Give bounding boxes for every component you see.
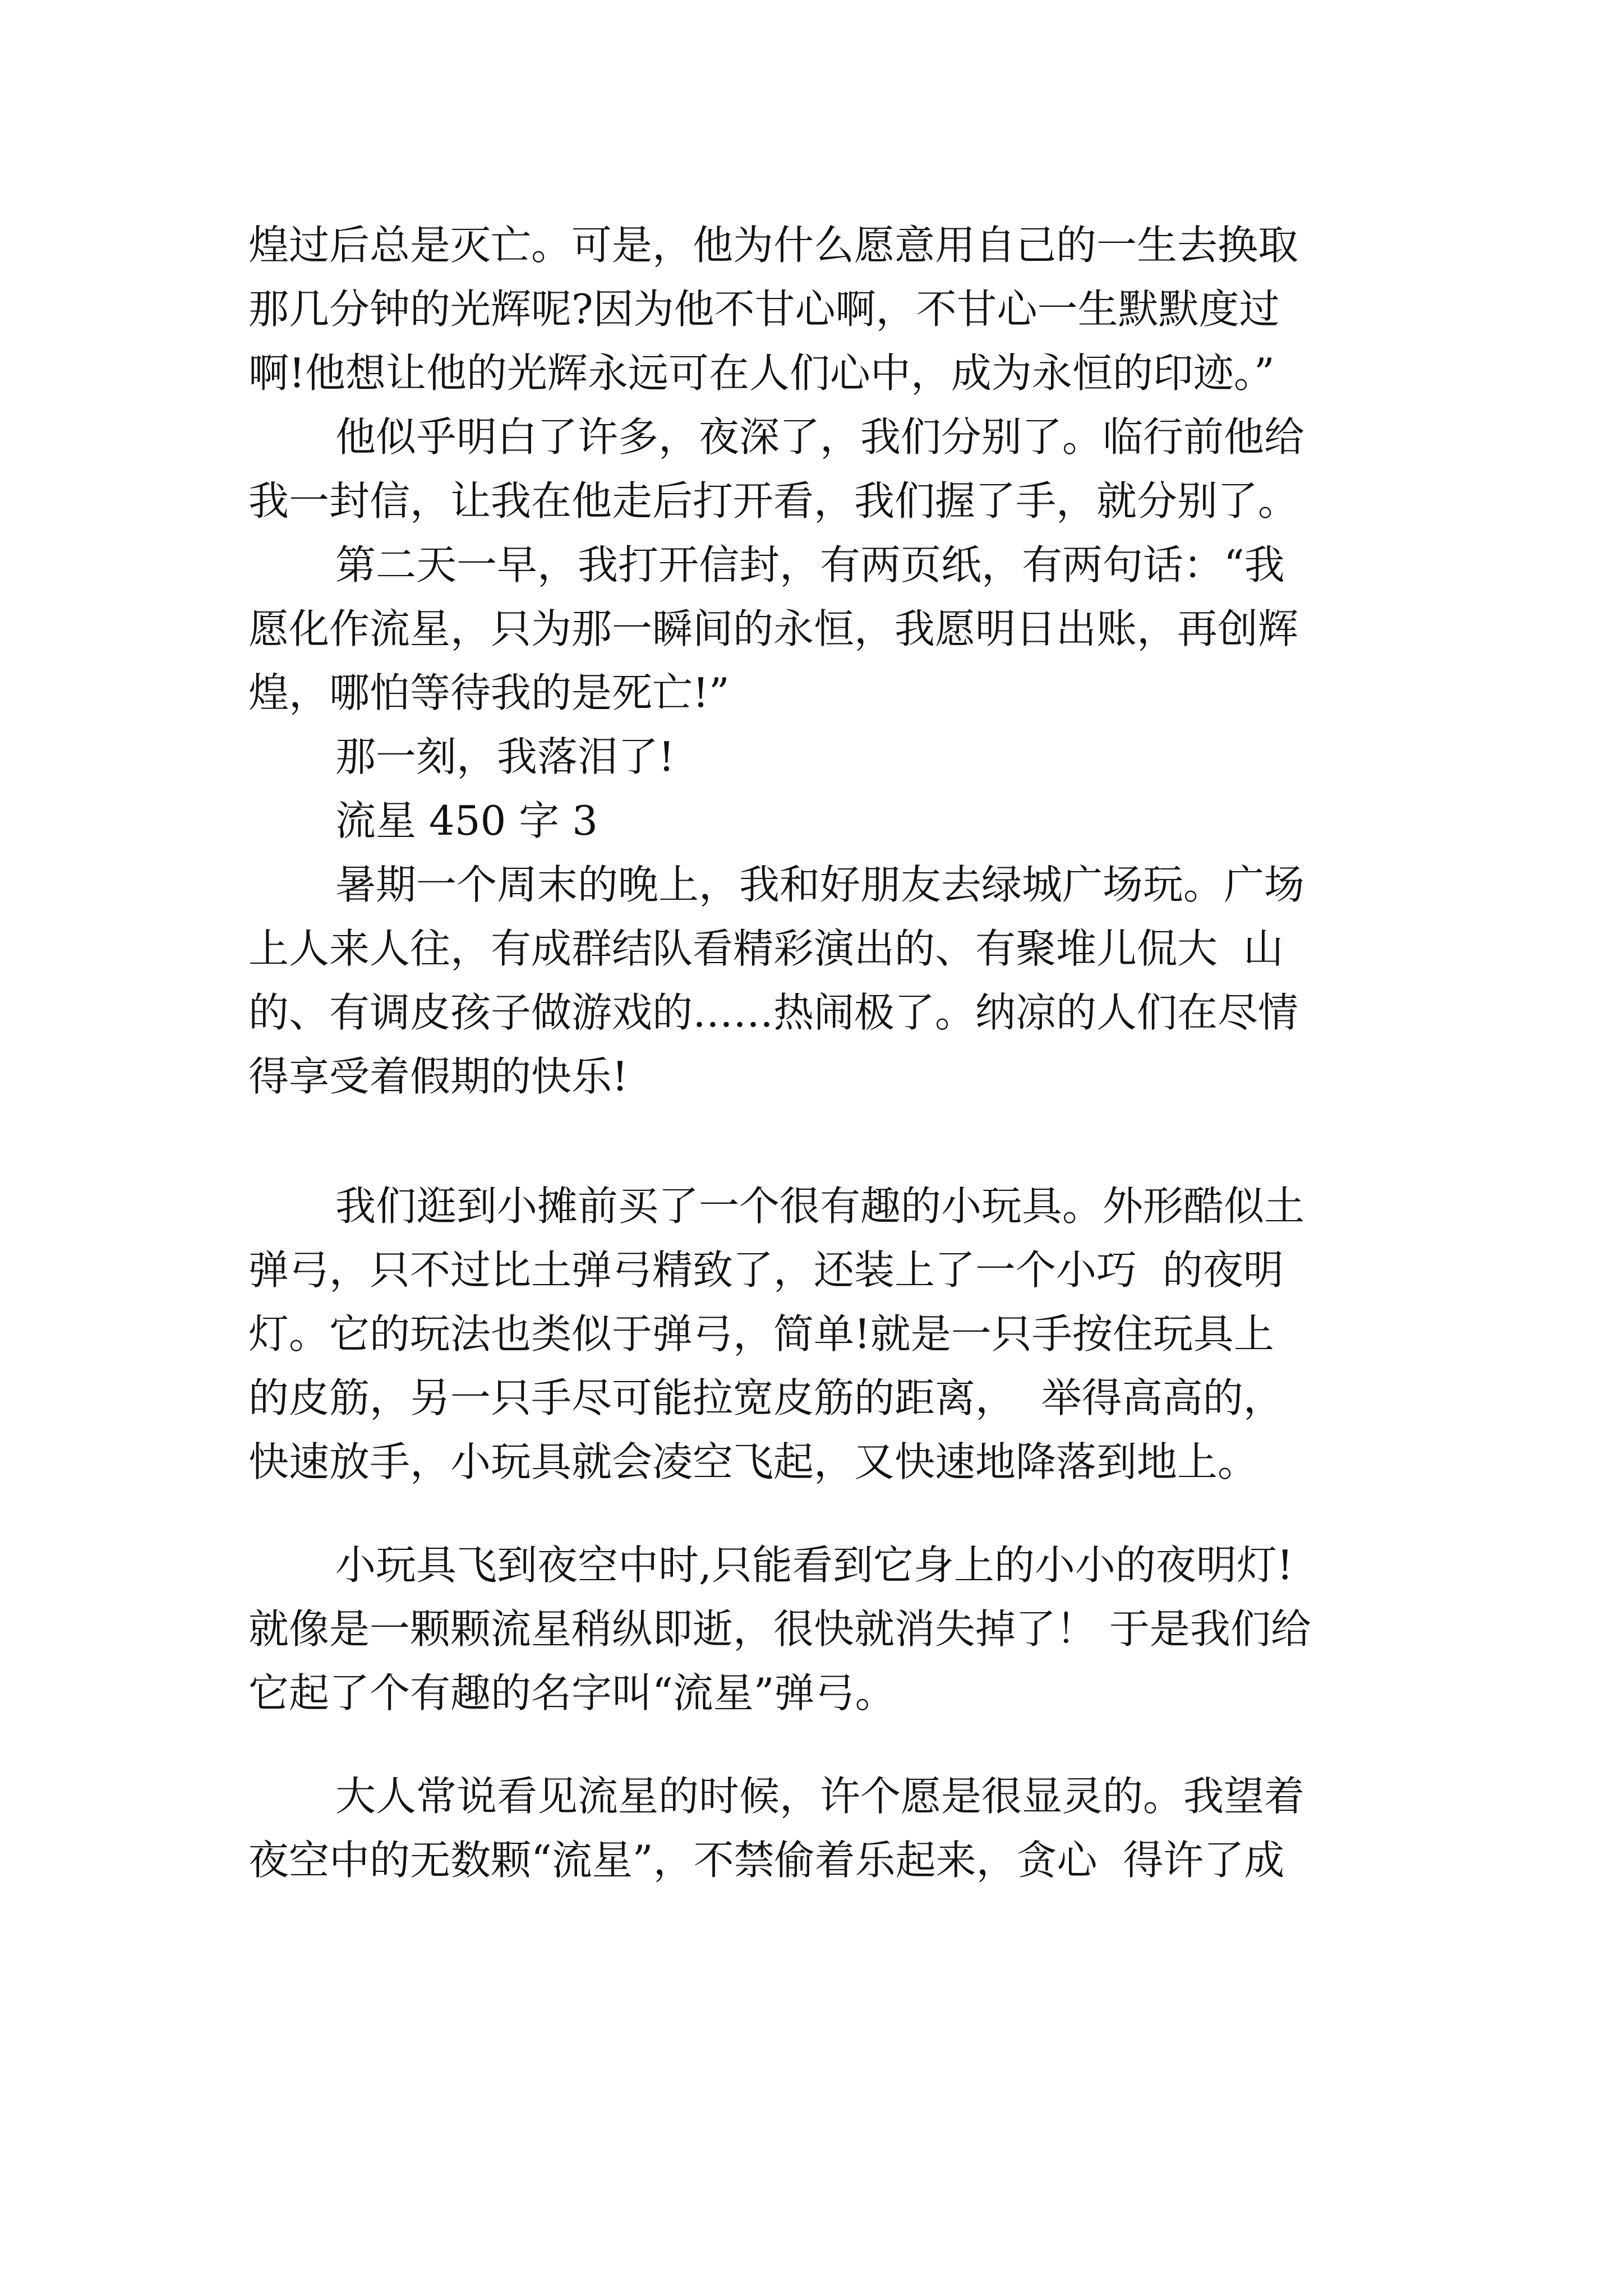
text-line: 得享受着假期的快乐! [248,1053,628,1100]
text-line: 第二天一早，我打开信封，有两页纸，有两句话：“我 [335,541,1285,588]
text-line: 暑期一个周末的晚上，我和好朋友去绿城广场玩。广场 [335,861,1305,908]
text-line: 的、有调皮孩子做游戏的……热闹极了。纳凉的人们在尽情 [248,989,1299,1036]
text-line: 大人常说看见流星的时候，许个愿是很显灵的。我望着 [335,1773,1305,1820]
text-line: 快速放手，小玩具就会凌空飞起，又快速地降落到地上。 [248,1438,1258,1485]
text-line: 灯。它的玩法也类似于弹弓，简单!就是一只手按住玩具上 [248,1310,1274,1358]
text-line: 愿化作流星，只为那一瞬间的永恒，我愿明日出账，再创辉 [248,605,1299,652]
text-line: 小玩具飞到夜空中时,只能看到它身上的小小的夜明灯! [335,1542,1293,1589]
text-line: 我一封信，让我在他走后打开看，我们握了手，就分别了。 [248,477,1299,524]
text-line: 那一刻，我落泪了! [335,733,675,780]
text-line: 弹弓，只不过比土弹弓精致了，还装上了一个小巧 的夜明 [248,1246,1284,1294]
text-line: 它起了个有趣的名字叫“流星”弹弓。 [248,1669,896,1717]
text-line: 就像是一颗颗流星稍纵即逝，很快就消失掉了！ 于是我们给 [248,1605,1311,1653]
text-line: 那几分钟的光辉呢?因为他不甘心啊，不甘心一生默默度过 [248,286,1280,333]
text-line: 啊!他想让他的光辉永远可在人们心中，成为永恒的印迹。” [248,349,1275,397]
text-line: 我们逛到小摊前买了一个很有趣的小玩具。外形酷似土 [335,1182,1305,1230]
text-line: 煌，哪怕等待我的是死亡!” [248,669,730,716]
text-line: 的皮筋，另一只手尽可能拉宽皮筋的距离， 举得高高的， [248,1374,1284,1421]
text-line: 煌过后总是灭亡。可是，他为什么愿意用自己的一生去换取 [248,222,1299,269]
text-line: 夜空中的无数颗“流星”，不禁偷着乐起来，贪心 得许了成 [248,1837,1285,1884]
text-line: 他似乎明白了许多，夜深了，我们分别了。临行前他给 [335,413,1305,461]
text-line: 上人来人往，有成群结队看精彩演出的、有聚堆儿侃大 山 [248,925,1284,972]
section-heading: 流星 450 字 3 [335,797,598,844]
